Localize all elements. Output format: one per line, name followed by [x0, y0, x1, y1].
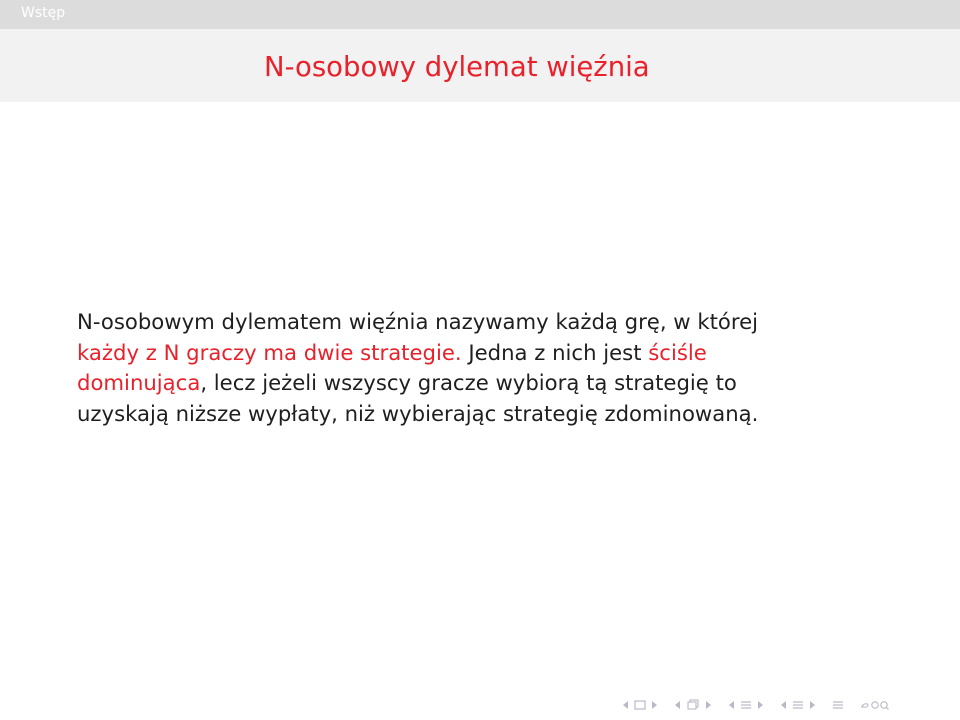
paragraph-line-4 [77, 399, 897, 430]
nav-next-section-icon[interactable] [756, 698, 764, 712]
nav-prev-part-icon[interactable] [780, 698, 788, 712]
beamer-navigation-bar [620, 697, 892, 713]
paragraph-line-3 [77, 368, 897, 399]
paragraph-line-1 [77, 307, 897, 338]
nav-prev-section-icon[interactable] [728, 698, 736, 712]
header-band [0, 0, 960, 29]
nav-next-subsection-icon[interactable] [704, 698, 712, 712]
nav-subsection-group [672, 698, 714, 712]
nav-next-part-icon[interactable] [808, 698, 816, 712]
nav-subsection-icon[interactable] [686, 698, 700, 712]
highlight-text: każdy z N graczy ma dwie strategie. [77, 339, 462, 365]
paragraph-line-2 [77, 338, 897, 369]
highlight-text: dominująca [77, 370, 201, 395]
nav-part-icon[interactable] [792, 698, 804, 712]
section-label[interactable]: Wstęp [21, 5, 66, 21]
nav-section-group [726, 698, 766, 712]
text-segment: , lecz jeżeli wszyscy gracze wybiorą tą strategię to [200, 370, 737, 395]
nav-align-icon[interactable] [832, 698, 844, 712]
text-segment: N-osobowym dylematem więźnia nazywamy każdą grę, w której [77, 309, 759, 334]
nav-search-icon[interactable] [860, 698, 890, 712]
nav-align-group [830, 698, 846, 712]
frame-title: N-osobowy dylemat więźnia [264, 51, 650, 83]
nav-section-icon[interactable] [740, 698, 752, 712]
nav-search-group [858, 698, 892, 712]
nav-next-frame-icon[interactable] [650, 698, 658, 712]
definition-paragraph [77, 307, 897, 429]
text-segment: uzyskają niższe wypłaty, niż wybierając strategię zdominowaną. [77, 400, 759, 426]
highlight-text: ściśle [648, 339, 707, 365]
nav-frame-group [620, 698, 660, 712]
nav-prev-frame-icon[interactable] [622, 698, 630, 712]
text-segment: Jedna z nich jest [461, 339, 649, 365]
nav-frame-icon[interactable] [634, 698, 646, 712]
nav-prev-subsection-icon[interactable] [674, 698, 682, 712]
nav-part-group [778, 698, 818, 712]
